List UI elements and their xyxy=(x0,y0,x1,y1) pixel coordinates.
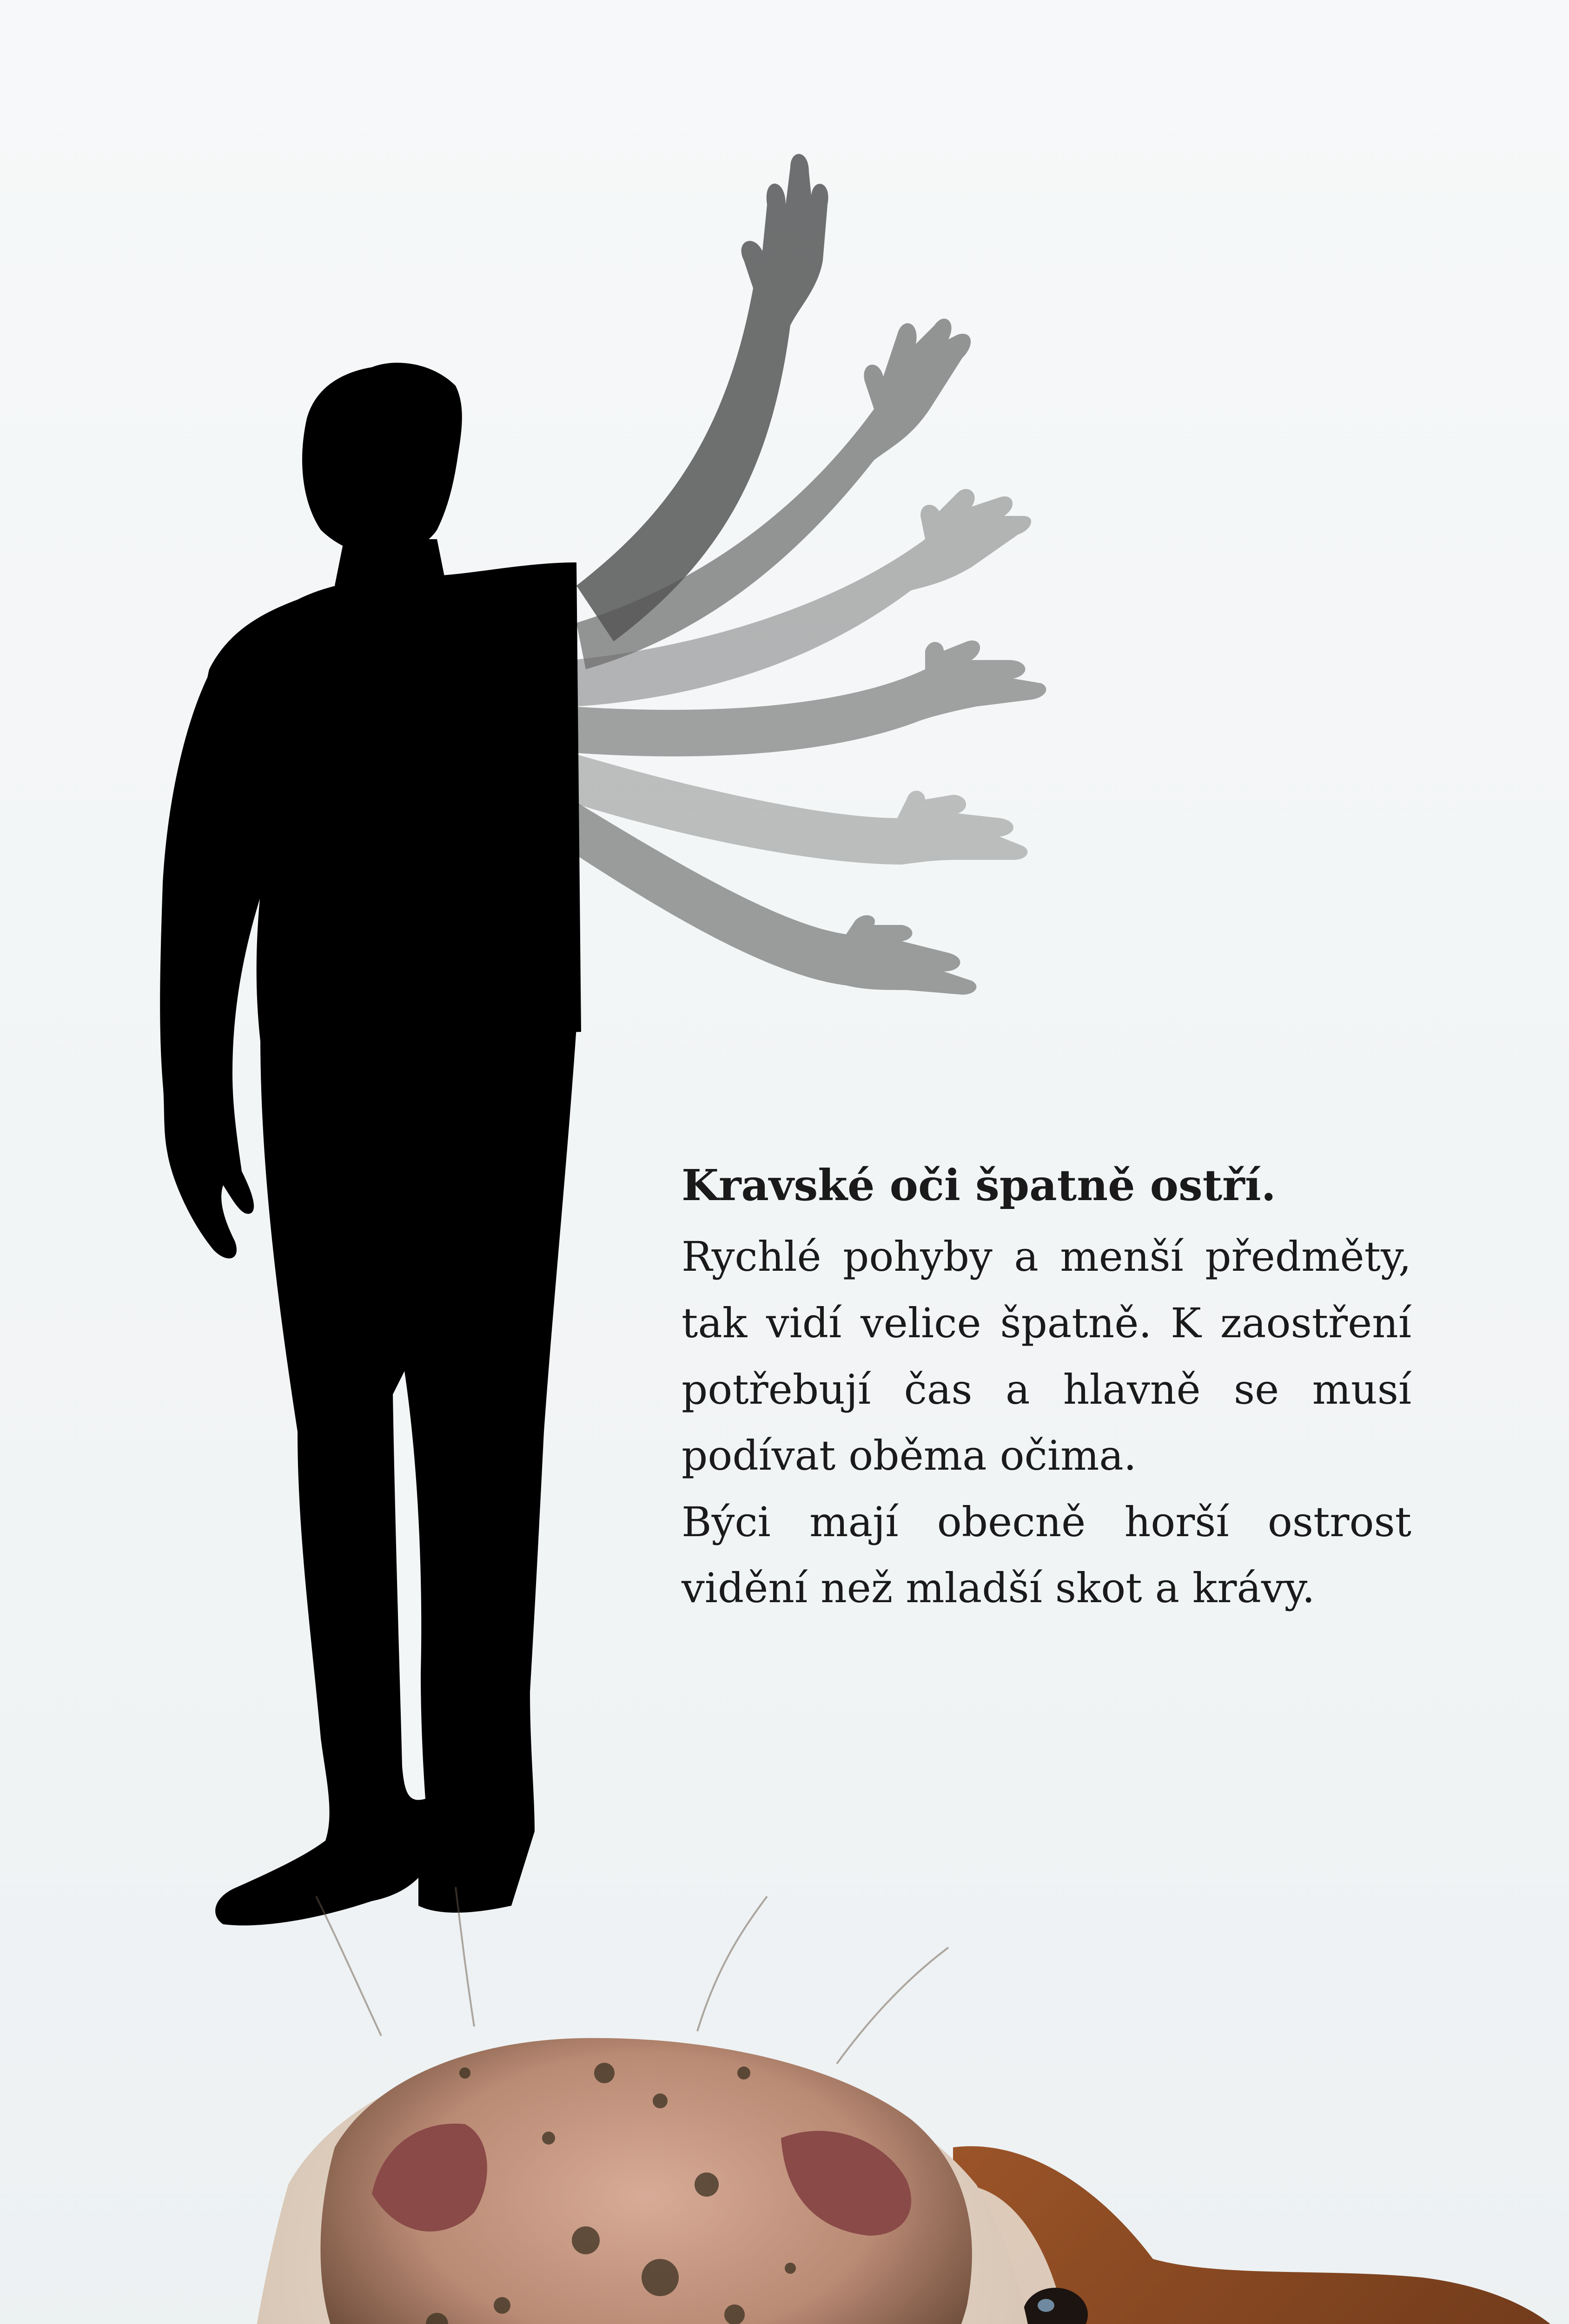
info-heading: Kravské oči špatně ostří. xyxy=(682,1160,1276,1210)
info-text-block xyxy=(682,1157,1411,1622)
info-paragraph-1: Rychlé pohyby a menší předměty, tak vidí velice špatně. K zaostření potřebují čas a hlavně se musí podívat oběma očima. xyxy=(682,1233,1411,1480)
arm-trail xyxy=(572,154,1046,995)
man-head xyxy=(302,363,462,558)
man-silhouette xyxy=(160,363,581,1925)
info-paragraph-2: Býci mají obecně horší ostrost vidění než mladší skot a krávy. xyxy=(682,1498,1411,1612)
cow-photo xyxy=(0,1887,1569,2324)
